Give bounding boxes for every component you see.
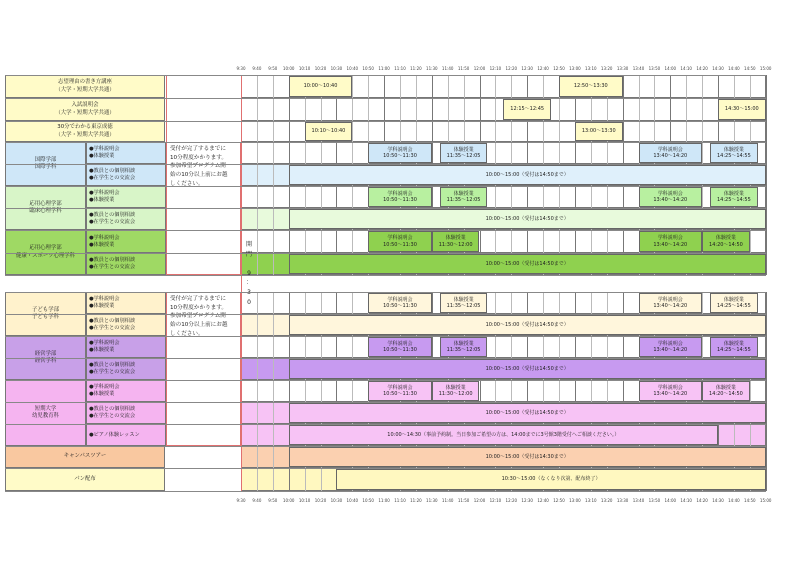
schedule-block: 10:00〜10:40 [289, 76, 353, 97]
schedule-block: 体験授業 14:20〜14:50 [702, 231, 750, 252]
time-tick: 14:40 [728, 498, 740, 503]
row-label: 子ども学部 子ども学科 [5, 292, 86, 336]
grid-line [273, 75, 274, 275]
time-tick: 9:50 [268, 66, 278, 71]
row-divider [5, 402, 766, 403]
schedule-block: 10:00〜15:00（受付は14:50まで） [289, 209, 766, 229]
time-tick: 11:10 [394, 498, 406, 503]
schedule-block: 体験授業 14:25〜14:55 [710, 293, 758, 313]
row-divider [5, 292, 766, 293]
time-tick: 14:00 [664, 66, 677, 71]
row-sub-label: ●学科説明会 ●体験授業 [86, 336, 166, 358]
schedule-block: 10:00〜14:30（事前予約制。当日参加ご希望の方は、14:00までに3号館3階受付へご相談ください。） [289, 425, 718, 445]
time-tick: 12:30 [521, 498, 533, 503]
schedule-block: 学科説明会 13:40〜14:20 [639, 187, 703, 207]
row-divider [5, 186, 766, 187]
time-tick: 11:00 [378, 498, 390, 503]
time-tick: 13:50 [648, 498, 661, 503]
time-tick: 12:00 [473, 498, 486, 503]
row-divider [5, 336, 766, 337]
row-divider [5, 275, 766, 276]
schedule-block: 体験授業 11:30〜12:00 [432, 381, 480, 401]
time-tick: 13:20 [600, 66, 613, 71]
schedule-block: 体験授業 11:30〜12:00 [432, 231, 480, 252]
schedule-block: 体験授業 14:25〜14:55 [710, 143, 758, 163]
row-sub-label: ●教員との個別相談 ●在学生との交流会 [86, 358, 166, 380]
time-tick: 12:40 [537, 66, 549, 71]
grid-line [273, 292, 274, 491]
time-tick: 10:40 [346, 66, 359, 71]
time-tick: 11:00 [378, 66, 390, 71]
row-label: 30分でわかる東京成徳 （大学・短期大学共通） [5, 121, 165, 142]
row-sub-label: ●教員との個別相談 ●在学生との交流会 [86, 164, 166, 186]
note-border [241, 75, 242, 491]
time-tick: 12:40 [537, 498, 549, 503]
schedule-block: 10:10〜10:40 [305, 122, 353, 141]
time-tick: 10:30 [330, 498, 343, 503]
time-tick: 10:50 [362, 498, 374, 503]
time-tick: 14:10 [680, 66, 692, 71]
reception-note: 受付が完了するまでに 10分程度かかります。 参加希望プログラム開 始の10分以上前にお越 しください。 [166, 142, 241, 275]
time-tick: 10:30 [330, 66, 343, 71]
row-divider [5, 380, 766, 381]
time-tick: 9:40 [252, 498, 262, 503]
time-tick: 14:20 [696, 66, 708, 71]
row-divider [5, 98, 766, 99]
row-divider [5, 208, 766, 209]
schedule-block: 学科説明会 10:50〜11:30 [368, 143, 432, 163]
time-tick: 11:50 [457, 66, 470, 71]
time-tick: 12:00 [473, 66, 486, 71]
time-tick: 12:20 [505, 498, 518, 503]
time-tick: 13:30 [616, 66, 629, 71]
row-divider [5, 424, 766, 425]
schedule-block: 体験授業 11:35〜12:05 [440, 337, 488, 357]
grid-line [257, 75, 258, 275]
time-tick: 9:30 [236, 66, 246, 71]
schedule-block: 10:00〜15:00（受付は14:50まで） [289, 165, 766, 185]
row-sub-label: ●教員との個別相談 ●在学生との交流会 [86, 402, 166, 424]
time-tick: 12:10 [489, 498, 502, 503]
row-sub-label: ●学科説明会 ●体験授業 [86, 230, 166, 253]
schedule-block: 学科説明会 10:50〜11:30 [368, 381, 432, 401]
schedule-block: 10:00〜15:00（受付は14:50まで） [289, 403, 766, 423]
row-label: 志望理由の書き方講座 （大学・短期大学共通） [5, 75, 165, 98]
schedule-block: 学科説明会 13:40〜14:20 [639, 337, 703, 357]
row-sub-label: ●学科説明会 ●体験授業 [86, 292, 166, 314]
time-tick: 11:30 [426, 498, 438, 503]
row-label: 短期大学 幼児教育科 [5, 380, 86, 446]
row-divider [5, 164, 766, 165]
time-tick: 15:00 [759, 66, 772, 71]
time-tick: 13:40 [632, 66, 645, 71]
time-tick: 12:50 [553, 66, 565, 71]
row-sub-label: ●学科説明会 ●体験授業 [86, 380, 166, 402]
schedule-block: 体験授業 11:35〜12:05 [440, 143, 488, 163]
time-tick: 10:40 [346, 498, 359, 503]
row-label: キャンパスツアー [5, 446, 165, 468]
row-divider [5, 468, 766, 469]
schedule-block: 学科説明会 10:50〜11:30 [368, 231, 432, 252]
time-tick: 9:30 [236, 498, 246, 503]
schedule-block: 10:00〜15:00（受付は14:50まで） [289, 254, 766, 274]
row-divider [5, 142, 766, 143]
row-sub-label: ●学科説明会 ●体験授業 [86, 142, 166, 164]
time-tick: 10:50 [362, 66, 374, 71]
schedule-block: 10:00〜15:00（受付は14:50まで） [289, 359, 766, 379]
row-label: 入試説明会 （大学・短期大学共通） [5, 98, 165, 121]
row-divider [5, 230, 766, 231]
row-sub-label: ●教員との個別相談 ●在学生との交流会 [86, 253, 166, 275]
schedule-block: 学科説明会 13:40〜14:20 [639, 381, 703, 401]
row-sub-label: ●学科説明会 ●体験授業 [86, 186, 166, 208]
row-divider [5, 314, 766, 315]
schedule-block: 10:30〜15:00（なくなり次第、配布終了） [336, 469, 765, 490]
time-tick: 14:30 [712, 66, 724, 71]
schedule-block: 体験授業 11:35〜12:05 [440, 187, 488, 207]
time-tick: 9:40 [252, 66, 262, 71]
time-tick: 9:50 [268, 498, 278, 503]
time-tick: 10:00 [282, 66, 295, 71]
schedule-block: 学科説明会 10:50〜11:30 [368, 293, 432, 313]
note-border [166, 75, 167, 142]
time-tick: 14:40 [728, 66, 740, 71]
time-tick: 11:20 [410, 498, 422, 503]
row-divider [5, 491, 766, 492]
schedule-block: 学科説明会 13:40〜14:20 [639, 231, 703, 252]
time-tick: 14:50 [744, 498, 756, 503]
schedule-block: 学科説明会 10:50〜11:30 [368, 337, 432, 357]
schedule-block: 10:00〜15:00（受付は14:50まで） [289, 315, 766, 335]
row-label: パン配布 [5, 468, 165, 491]
schedule-block: 14:30〜15:00 [718, 99, 766, 120]
schedule-block: 学科説明会 13:40〜14:20 [639, 143, 703, 163]
row-label: 経営学部 経営学科 [5, 336, 86, 380]
schedule-block: 12:50〜13:30 [559, 76, 623, 97]
time-tick: 13:10 [585, 498, 597, 503]
time-tick: 14:10 [680, 498, 692, 503]
time-tick: 11:30 [426, 66, 438, 71]
time-tick: 12:10 [489, 66, 502, 71]
time-tick: 13:40 [632, 498, 645, 503]
time-tick: 11:50 [457, 498, 470, 503]
grid-line [766, 75, 767, 275]
opening-time: 開 門 9 ： 3 0 [245, 241, 252, 306]
time-tick: 10:20 [314, 498, 327, 503]
time-tick: 11:40 [441, 498, 454, 503]
time-tick: 14:30 [712, 498, 724, 503]
schedule-block: 体験授業 14:25〜14:55 [710, 337, 758, 357]
row-divider [5, 358, 766, 359]
time-tick: 13:10 [585, 66, 597, 71]
time-tick: 14:50 [744, 66, 756, 71]
row-divider [5, 121, 766, 122]
schedule-block: 体験授業 14:25〜14:55 [710, 187, 758, 207]
time-tick: 11:20 [410, 66, 422, 71]
row-label: 国際学部 国際学科 [5, 142, 86, 186]
time-tick: 13:00 [569, 66, 581, 71]
time-tick: 15:00 [759, 498, 772, 503]
row-label: 応用心理学部 臨床心理学科 [5, 186, 86, 230]
time-tick: 10:10 [298, 66, 311, 71]
grid-line [766, 292, 767, 491]
schedule-block: 学科説明会 13:40〜14:20 [639, 293, 703, 313]
time-tick: 13:30 [616, 498, 629, 503]
grid-line [257, 292, 258, 491]
time-tick: 10:10 [298, 498, 311, 503]
time-tick: 13:50 [648, 66, 661, 71]
schedule-block: 10:00〜15:00（受付は14:30まで） [289, 447, 766, 467]
row-divider [5, 446, 766, 447]
reception-note: 受付が完了するまでに 10分程度かかります。 参加希望プログラム開 始の10分以上前にお越 しください。 [166, 292, 241, 446]
time-tick: 12:50 [553, 498, 565, 503]
time-tick: 11:40 [441, 66, 454, 71]
schedule-block: 学科説明会 10:50〜11:30 [368, 187, 432, 207]
row-label: 応用心理学部 健康・スポーツ心理学科 [5, 230, 86, 275]
time-tick: 13:20 [600, 498, 613, 503]
time-tick: 14:00 [664, 498, 677, 503]
row-sub-label: ●教員との個別相談 ●在学生との交流会 [86, 208, 166, 230]
time-tick: 10:00 [282, 498, 295, 503]
row-divider [5, 75, 766, 76]
row-sub-label: ●ピアノ体験レッスン [86, 424, 166, 446]
schedule-block: 12:15〜12:45 [503, 99, 551, 120]
time-tick: 14:20 [696, 498, 708, 503]
row-sub-label: ●教員との個別相談 ●在学生との交流会 [86, 314, 166, 336]
time-tick: 13:00 [569, 498, 581, 503]
schedule-block: 体験授業 11:35〜12:05 [440, 293, 488, 313]
time-tick: 10:20 [314, 66, 327, 71]
schedule-block: 体験授業 14:20〜14:50 [702, 381, 750, 401]
time-tick: 11:10 [394, 66, 406, 71]
time-tick: 12:20 [505, 66, 518, 71]
time-tick: 12:30 [521, 66, 533, 71]
row-divider [5, 253, 766, 254]
schedule-block: 13:00〜13:30 [575, 122, 623, 141]
